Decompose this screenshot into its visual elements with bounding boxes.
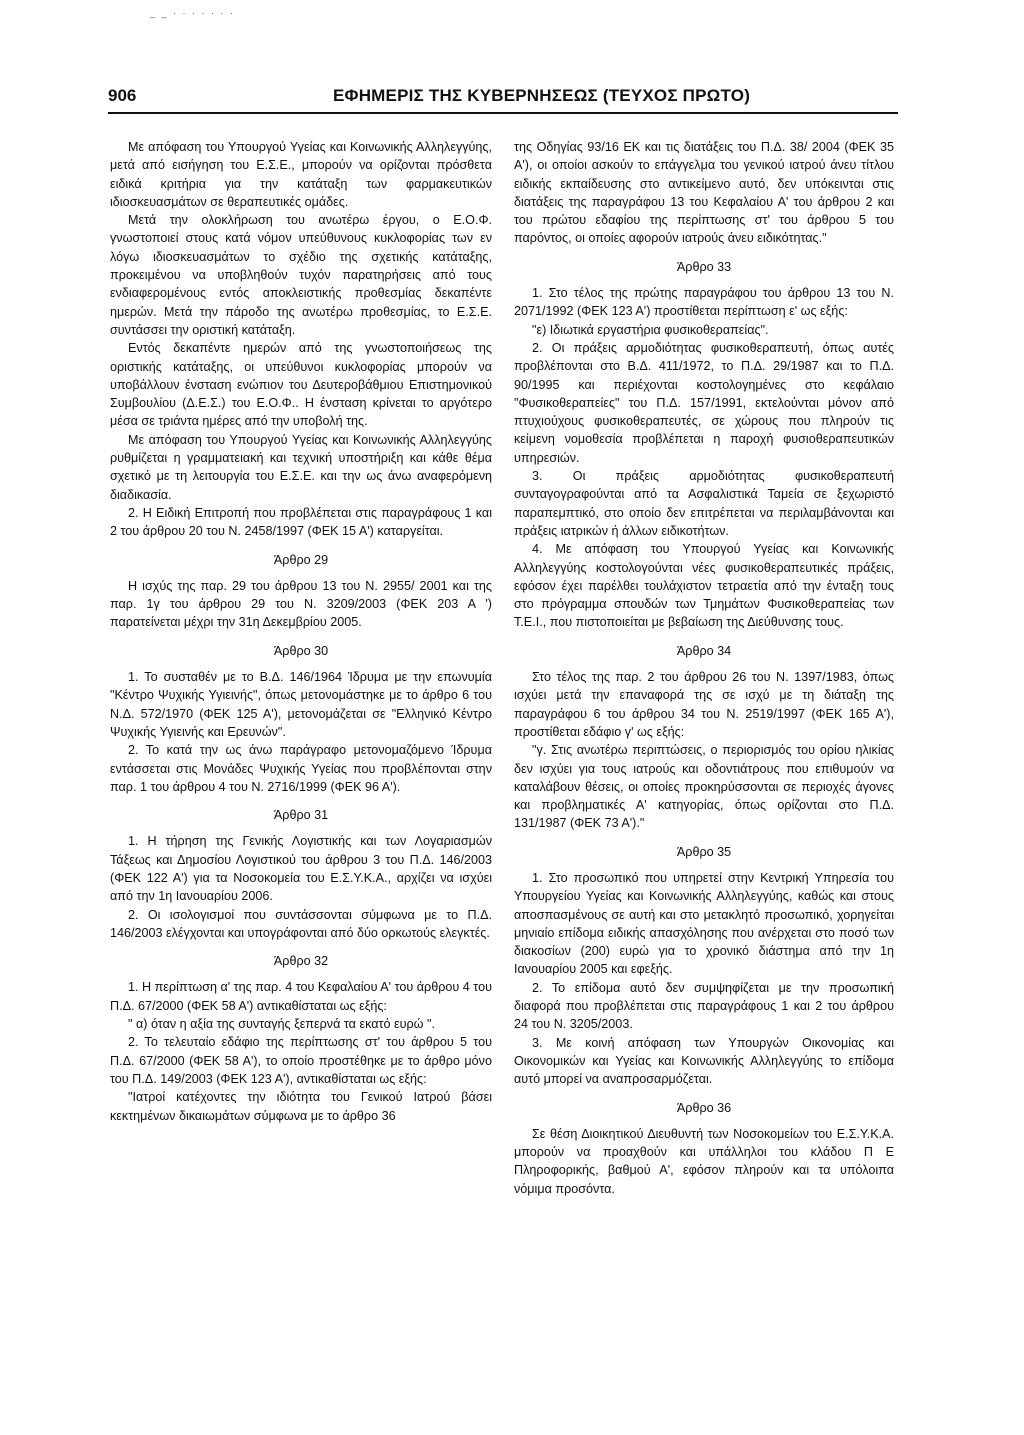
paragraph: 2. Οι ισολογισμοί που συντάσσονται σύμφωνα με το Π.Δ. 146/2003 ελέγχονται και υπογράφονται από δύο ορκωτούς ελεγκτές. xyxy=(110,907,492,940)
paragraph: "ε) Ιδιωτικά εργαστήρια φυσικοθεραπείας". xyxy=(532,322,769,337)
paragraph: " α) όταν η αξία της συνταγής ξεπερνά τα εκατό ευρώ ". xyxy=(128,1017,435,1032)
paragraph: "γ. Στις ανωτέρω περιπτώσεις, ο περιορισμός του ορίου ηλικίας δεν ισχύει για τους ιατρούς και οδοντιάτρους που επιθυμούν να καταλάβουν θέσεις, οι οποίες προκηρύσσονται σε περιοχές άγονες και προβληματικές Α' κατηγορίας, όπως ορίζονται στο Π.Δ. 131/1987 (ΦΕΚ 73 Α')." xyxy=(514,743,894,831)
article-heading-31: Άρθρο 31 xyxy=(273,808,329,823)
article-heading-35: Άρθρο 35 xyxy=(676,844,732,859)
paragraph: Η ισχύς της παρ. 29 του άρθρου 13 του Ν. 2955/ 2001 και της παρ. 1γ του άρθρου 29 του Ν. 3209/2003 (ΦΕΚ 203 Α ') παρατείνεται μέχρι την 31η Δεκεμβρίου 2005. xyxy=(110,578,492,630)
paragraph: 1. Η τήρηση της Γενικής Λογιστικής και των Λογαριασμών Τάξεως και Δημοσίου Λογιστικού του άρθρου 3 του Π.Δ. 146/2003 (ΦΕΚ 122 Α') για τα Νοσοκομεία του Ε.Σ.Υ.Κ.Α., αρχίζει να ισχύει από την 1η Ιανουαρίου 2006. xyxy=(110,834,492,904)
paragraph: της Οδηγίας 93/16 ΕΚ και τις διατάξεις του Π.Δ. 38/ 2004 (ΦΕΚ 35 Α'), οι οποίοι ασκούν το επάγγελμα του γενικού ιατρού άνευ τίτλου ειδικής εκπαίδευσης στο αντικείμενο αυτό, δεν υπόκεινται στις διατάξεις της παραγράφου 13 του Κεφαλαίου Α' του άρθρου 2 και του πρώτου εδαφίου της περίπτωσης στ' του άρθρου 5 του παρόντος, οι οποίες αφορούν ιατρούς άνευ ειδικότητας." xyxy=(514,140,894,246)
paragraph: 1. Η περίπτωση α' της παρ. 4 του Κεφαλαίου Α' του άρθρου 4 του Π.Δ. 67/2000 (ΦΕΚ 58 Α') αντικαθίσταται ως εξής: xyxy=(110,980,492,1013)
paragraph: Μετά την ολοκλήρωση του ανωτέρω έργου, ο Ε.Ο.Φ. γνωστοποιεί στους κατά νόμον υπεύθυνους κυκλοφορίας των εν λόγω ιδιοσκευασμάτων το σχέδιο της σχετικής κατάταξης, προκειμένου να υποβληθούν τυχόν παρατηρήσεις από τους ενδιαφερομένους εντός αποκλειστικής προθεσμίας δεκαπέντε ημερών. Μετά την πάροδο της ανωτέρω προθεσμίας, το Ε.Σ.Ε. συντάσσει την οριστική κατάταξη. xyxy=(110,213,492,337)
paragraph: Σε θέση Διοικητικού Διευθυντή των Νοσοκομείων του Ε.Σ.Υ.Κ.Α. μπορούν να προαχθούν και υπάλληλοι του κλάδου Π Ε Πληροφορικής, βαθμού Α', εφόσον πληρούν και τα υπόλοιπα νόμιμα προσόντα. xyxy=(514,1126,894,1196)
article-heading-30: Άρθρο 30 xyxy=(273,643,329,658)
scan-artifact: _ _ · · · · · · · xyxy=(150,8,235,18)
page-header xyxy=(108,86,926,114)
paragraph: 3. Με κοινή απόφαση των Υπουργών Οικονομίας και Οικονομικών και Υγείας και Κοινωνικής Αλληλεγγύης το επίδομα αυτό μπορεί να αναπροσαρμόζεται. xyxy=(514,1035,894,1087)
paragraph: Στο τέλος της παρ. 2 του άρθρου 26 του Ν. 1397/1983, όπως ισχύει μετά την επαναφορά της σε ισχύ με τη διάταξη της παραγράφου 6 του άρθρου 34 του Ν. 2519/1997 (ΦΕΚ 165 Α'), προστίθεται εδάφιο γ' ως εξής: xyxy=(514,670,894,739)
paragraph: 2. Το κατά την ως άνω παράγραφο μετονομαζόμενο Ίδρυμα εντάσσεται στις Μονάδες Ψυχικής Υγείας που προβλέπονται στην παρ. 1 του άρθρου 4 του Ν. 2716/1999 (ΦΕΚ 96 Α'). xyxy=(110,743,492,794)
paragraph: 3. Οι πράξεις αρμοδιότητας φυσικοθεραπευτή συνταγογραφούνται από τα Ασφαλιστικά Ταμεία σε ξεχωριστό παραπεμπτικό, στο οποίο δεν επιτρέπεται να περιλαμβάνονται και πράξεις ιατρικών ή άλλων ειδικοτήτων. xyxy=(514,469,894,538)
paragraph: 2. Το τελευταίο εδάφιο της περίπτωσης στ' του άρθρου 5 του Π.Δ. 67/2000 (ΦΕΚ 58 Α'), το οποίο προστέθηκε με το άρθρο μόνο του Π.Δ. 149/2003 (ΦΕΚ 123 Α'), αντικαθίσταται ως εξής: xyxy=(110,1035,492,1086)
journal-title: ΕΦΗΜΕΡΙΣ ΤΗΣ ΚΥΒΕΡΝΗΣΕΩΣ (ΤΕΥΧΟΣ ΠΡΩΤΟ) xyxy=(333,86,751,105)
paragraph: 2. Οι πράξεις αρμοδιότητας φυσικοθεραπευτή, όπως αυτές προβλέπονται στο Β.Δ. 411/1972, το Π.Δ. 29/1987 και το Π.Δ. 90/1995 και περιέχονται κοστολογημένες στο κεφάλαιο "Φυσικοθεραπείες" του Π.Δ. 157/1991, εκτελούνται μόνον από πτυχιούχους φυσικοθεραπευτές, σε χώρους που πληρούν τις κείμενη νομοθεσία προβλέπεται η παροχή φυσιοθεραπευτικών υπηρεσιών. xyxy=(514,340,894,465)
paragraph: Με απόφαση του Υπουργού Υγείας και Κοινωνικής Αλληλεγγύης, μετά από εισήγηση του Ε.Σ.Ε., μπορούν να ορίζονται πρόσθετα ειδικά κριτήρια για την κατάταξη των φαρμακευτικών ιδιοσκευασμάτων σε θεραπευτικές ομάδες. xyxy=(110,140,492,209)
article-heading-34: Άρθρο 34 xyxy=(676,643,732,658)
article-heading-33: Άρθρο 33 xyxy=(676,259,732,274)
paragraph: 4. Με απόφαση του Υπουργού Υγείας και Κοινωνικής Αλληλεγγύης κοστολογούνται νέες φυσικοθεραπευτικές πράξεις, εφόσον έχει παρέλθει τουλάχιστον τετραετία από την ένταξη τους στο πρόγραμμα σπουδών των Τμημάτων Φυσικοθεραπείας των Τ.Ε.Ι., που πιστοποιείται με βεβαίωση της Διεύθυνσης τους. xyxy=(514,542,894,630)
paragraph: 1. Στο τέλος της πρώτης παραγράφου του άρθρου 13 του Ν. 2071/1992 (ΦΕΚ 123 Α') προστίθεται περίπτωση ε' ως εξής: xyxy=(514,286,894,319)
header-rule xyxy=(108,112,898,114)
paragraph: Εντός δεκαπέντε ημερών από της γνωστοποιήσεως της οριστικής κατάταξης, οι υπεύθυνοι κυκλοφορίας μπορούν να υποβάλλουν ένσταση ενώπιον του Δευτεροβάθμιου Επιστημονικού Συμβουλίου (Δ.Ε.Σ.) του Ε.Ο.Φ.. Η ένσταση κρίνεται το αργότερο μέσα σε τριάντα ημέρες από την υποβολή της. xyxy=(110,341,492,429)
right-column xyxy=(514,138,894,1198)
article-heading-36: Άρθρο 36 xyxy=(676,1100,732,1115)
paragraph: "Ιατροί κατέχοντες την ιδιότητα του Γενικού Ιατρού βάσει κεκτημένων δικαιωμάτων σύμφωνα με το άρθρο 36 xyxy=(110,1090,492,1123)
article-heading-32: Άρθρο 32 xyxy=(273,954,329,969)
article-heading-29: Άρθρο 29 xyxy=(273,552,329,567)
page-number: 906 xyxy=(108,86,137,105)
paragraph: 2. Το επίδομα αυτό δεν συμψηφίζεται με την προσωπική διαφορά που προβλέπεται στις παραγράφους 1 και 2 του άρθρου 24 του Ν. 3205/2003. xyxy=(514,980,894,1032)
paragraph: Με απόφαση του Υπουργού Υγείας και Κοινωνικής Αλληλεγγύης ρυθμίζεται η γραμματειακή και τεχνική υποστήριξη και κάθε θέμα σχετικό με τη λειτουργία του Ε.Σ.Ε. και την ως άνω αναφερόμενη διαδικασία. xyxy=(110,432,492,502)
paragraph: 1. Το συσταθέν με το Β.Δ. 146/1964 Ίδρυμα με την επωνυμία "Κέντρο Ψυχικής Υγιεινής", όπως μετονομάστηκε με το άρθρο 6 του Ν.Δ. 572/1970 (ΦΕΚ 125 Α'), μετονομάζεται σε "Ελληνικό Κέντρο Ψυχικής Υγιεινής και Ερευνών". xyxy=(110,670,492,739)
paragraph: 2. Η Ειδική Επιτροπή που προβλέπεται στις παραγράφους 1 και 2 του άρθρου 20 του Ν. 2458/1997 (ΦΕΚ 15 Α') καταργείται. xyxy=(110,505,492,539)
paragraph: 1. Στο προσωπικό που υπηρετεί στην Κεντρική Υπηρεσία του Υπουργείου Υγείας και Κοινωνικής Αλληλεγγύης, καθώς και στους αποσπασμένους σε αυτή και στο μετακλητό προσωπικό, χορηγείται μηνιαίο επίδομα ειδικής απασχόλησης που ανέρχεται στο ποσό των διακοσίων (200) ευρώ για το χρονικό διάστημα από την 1η Ιανουαρίου 2005 και εφεξής. xyxy=(514,870,894,977)
left-column xyxy=(110,138,492,1125)
